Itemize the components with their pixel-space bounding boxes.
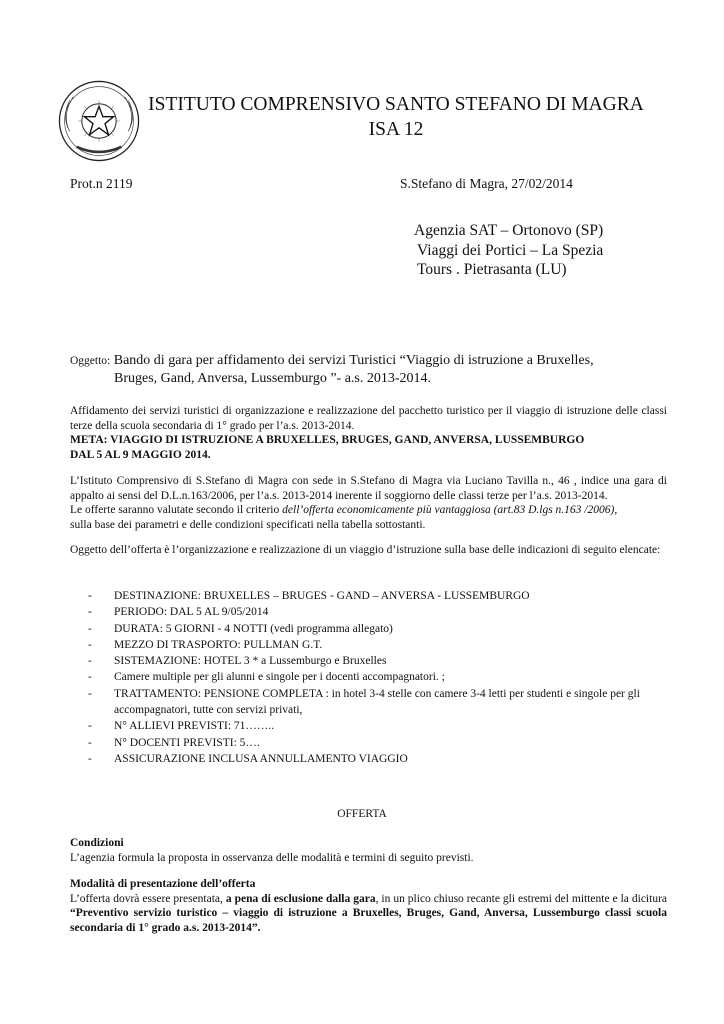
conditions-text: L’agenzia formula la proposta in osservanza delle modalità e termini di seguito previsti. xyxy=(70,851,474,864)
list-dash: - xyxy=(88,606,92,619)
list-item-text: N° DOCENTI PREVISTI: 5…. xyxy=(114,736,260,749)
list-item xyxy=(88,686,668,719)
list-dash: - xyxy=(88,752,92,765)
submission-text: , in un plico chiuso recante gli estremi del mittente e la dicitura xyxy=(375,892,668,905)
list-item-text: DURATA: 5 GIORNI - 4 NOTTI (vedi programma allegato) xyxy=(114,622,393,635)
institute-code: ISA 12 xyxy=(368,119,424,140)
subject-block xyxy=(70,352,650,388)
submission-text: L’offerta dovrà essere presentata, xyxy=(70,892,226,905)
subject-label: Oggetto: xyxy=(70,355,111,367)
submission-heading: Modalità di presentazione dell’offerta xyxy=(70,878,256,890)
recipient-line: Agenzia SAT – Ortonovo (SP) xyxy=(414,222,604,239)
list-item xyxy=(88,588,668,604)
institute-title xyxy=(146,92,646,142)
institute-name: ISTITUTO COMPRENSIVO SANTO STEFANO DI MAGRA xyxy=(148,94,644,115)
list-dash: - xyxy=(88,671,92,684)
list-dash: - xyxy=(88,736,92,749)
list-dash: - xyxy=(88,720,92,733)
list-item xyxy=(88,653,668,669)
list-dash: - xyxy=(88,655,92,668)
intro-text: Affidamento dei servizi turistici di organizzazione e realizzazione del pacchetto turistico per il viaggio di istruzione delle classi terze della scuola secondaria di 1° grado per l’a.s. 2013-2014. xyxy=(70,405,667,432)
criteria-italic: dell’offerta economicamente più vantaggiosa (art.83 D.lgs n.163 /2006), xyxy=(282,504,618,517)
list-item xyxy=(88,751,668,767)
list-item-text: N° ALLIEVI PREVISTI: 71…….. xyxy=(114,720,275,733)
list-item-text: PERIODO: DAL 5 AL 9/05/2014 xyxy=(114,606,269,619)
list-item-text: DESTINAZIONE: BRUXELLES – BRUGES - GAND – ANVERSA - LUSSEMBURGO xyxy=(114,590,530,602)
list-item-text: MEZZO DI TRASPORTO: PULLMAN G.T. xyxy=(114,638,323,651)
list-dash: - xyxy=(88,638,92,651)
subject-line: Bando di gara per affidamento dei servizi Turistici “Viaggio di istruzione a Bruxelles, xyxy=(113,353,594,368)
republic-emblem-icon xyxy=(56,78,142,164)
submission-section xyxy=(70,877,667,935)
subject-line: Bruges, Gand, Anversa, Lussemburgo ”- a.s. 2013-2014. xyxy=(114,371,432,386)
list-item-text: TRATTAMENTO: PENSIONE COMPLETA : in hotel 3-4 stelle con camere 3-4 letti per studenti e singole per gli accompagnatori, tutte con servizi privati, xyxy=(114,687,640,717)
list-item xyxy=(88,718,668,734)
institute-paragraph xyxy=(70,474,667,532)
offer-heading: OFFERTA xyxy=(337,808,387,820)
list-dash: - xyxy=(88,590,92,602)
recipient-line: Tours . Pietrasanta (LU) xyxy=(417,261,567,278)
destination-heading: META: VIAGGIO DI ISTRUZIONE A BRUXELLES, BRUGES, GAND, ANVERSA, LUSSEMBURGO xyxy=(70,434,585,447)
recipient-line: Viaggi dei Portici – La Spezia xyxy=(417,241,604,259)
list-item-text: Camere multiple per gli alunni e singole per i docenti accompagnatori. ; xyxy=(114,671,445,684)
offer-subject-paragraph: Oggetto dell’offerta è l’organizzazione e realizzazione di un viaggio d’istruzione sulla base delle indicazioni di seguito elencate: xyxy=(70,544,661,556)
list-item-text: SISTEMAZIONE: HOTEL 3 * a Lussemburgo e Bruxelles xyxy=(114,655,387,668)
list-item-text: ASSICURAZIONE INCLUSA ANNULLAMENTO VIAGGIO xyxy=(114,752,408,765)
list-dash: - xyxy=(88,622,92,635)
place-date: S.Stefano di Magra, 27/02/2014 xyxy=(400,176,573,191)
criteria-text: Le offerte saranno valutate secondo il criterio xyxy=(70,504,283,517)
list-dash: - xyxy=(88,687,92,700)
conditions-list xyxy=(88,588,668,767)
intro-paragraph xyxy=(70,404,667,462)
exclusion-warning: a pena di esclusione dalla gara xyxy=(225,892,376,905)
protocol-number: Prot.n 2119 xyxy=(70,176,133,191)
list-item xyxy=(88,637,668,653)
recipients-block xyxy=(414,221,603,280)
list-item xyxy=(88,669,668,685)
list-item xyxy=(88,735,668,751)
institute-text: L’Istituto Comprensivo di S.Stefano di Magra con sede in S.Stefano di Magra via Luciano Tavilla n., 46 , indice una gara di appalto ai sensi del D.L.n.163/2006, per l’a.s. 2013-2014 inerente il soggiorno delle classi terze per l’a.s. 2013-2014. xyxy=(70,475,667,502)
conditions-heading: Condizioni xyxy=(70,837,124,849)
conditions-section xyxy=(70,836,667,865)
criteria-text-end: sulla base dei parametri e delle condizioni specificati nella tabella sottostanti. xyxy=(70,518,426,531)
dates-heading: DAL 5 AL 9 MAGGIO 2014. xyxy=(70,448,211,461)
list-item xyxy=(88,621,668,637)
list-item xyxy=(88,604,668,620)
envelope-label: “Preventivo servizio turistico – viaggio di istruzione a Bruxelles, Bruges, Gand, Anversa, Lussemburgo classi scuola secondaria di 1° grado a.s. 2013-2014”. xyxy=(70,907,667,934)
